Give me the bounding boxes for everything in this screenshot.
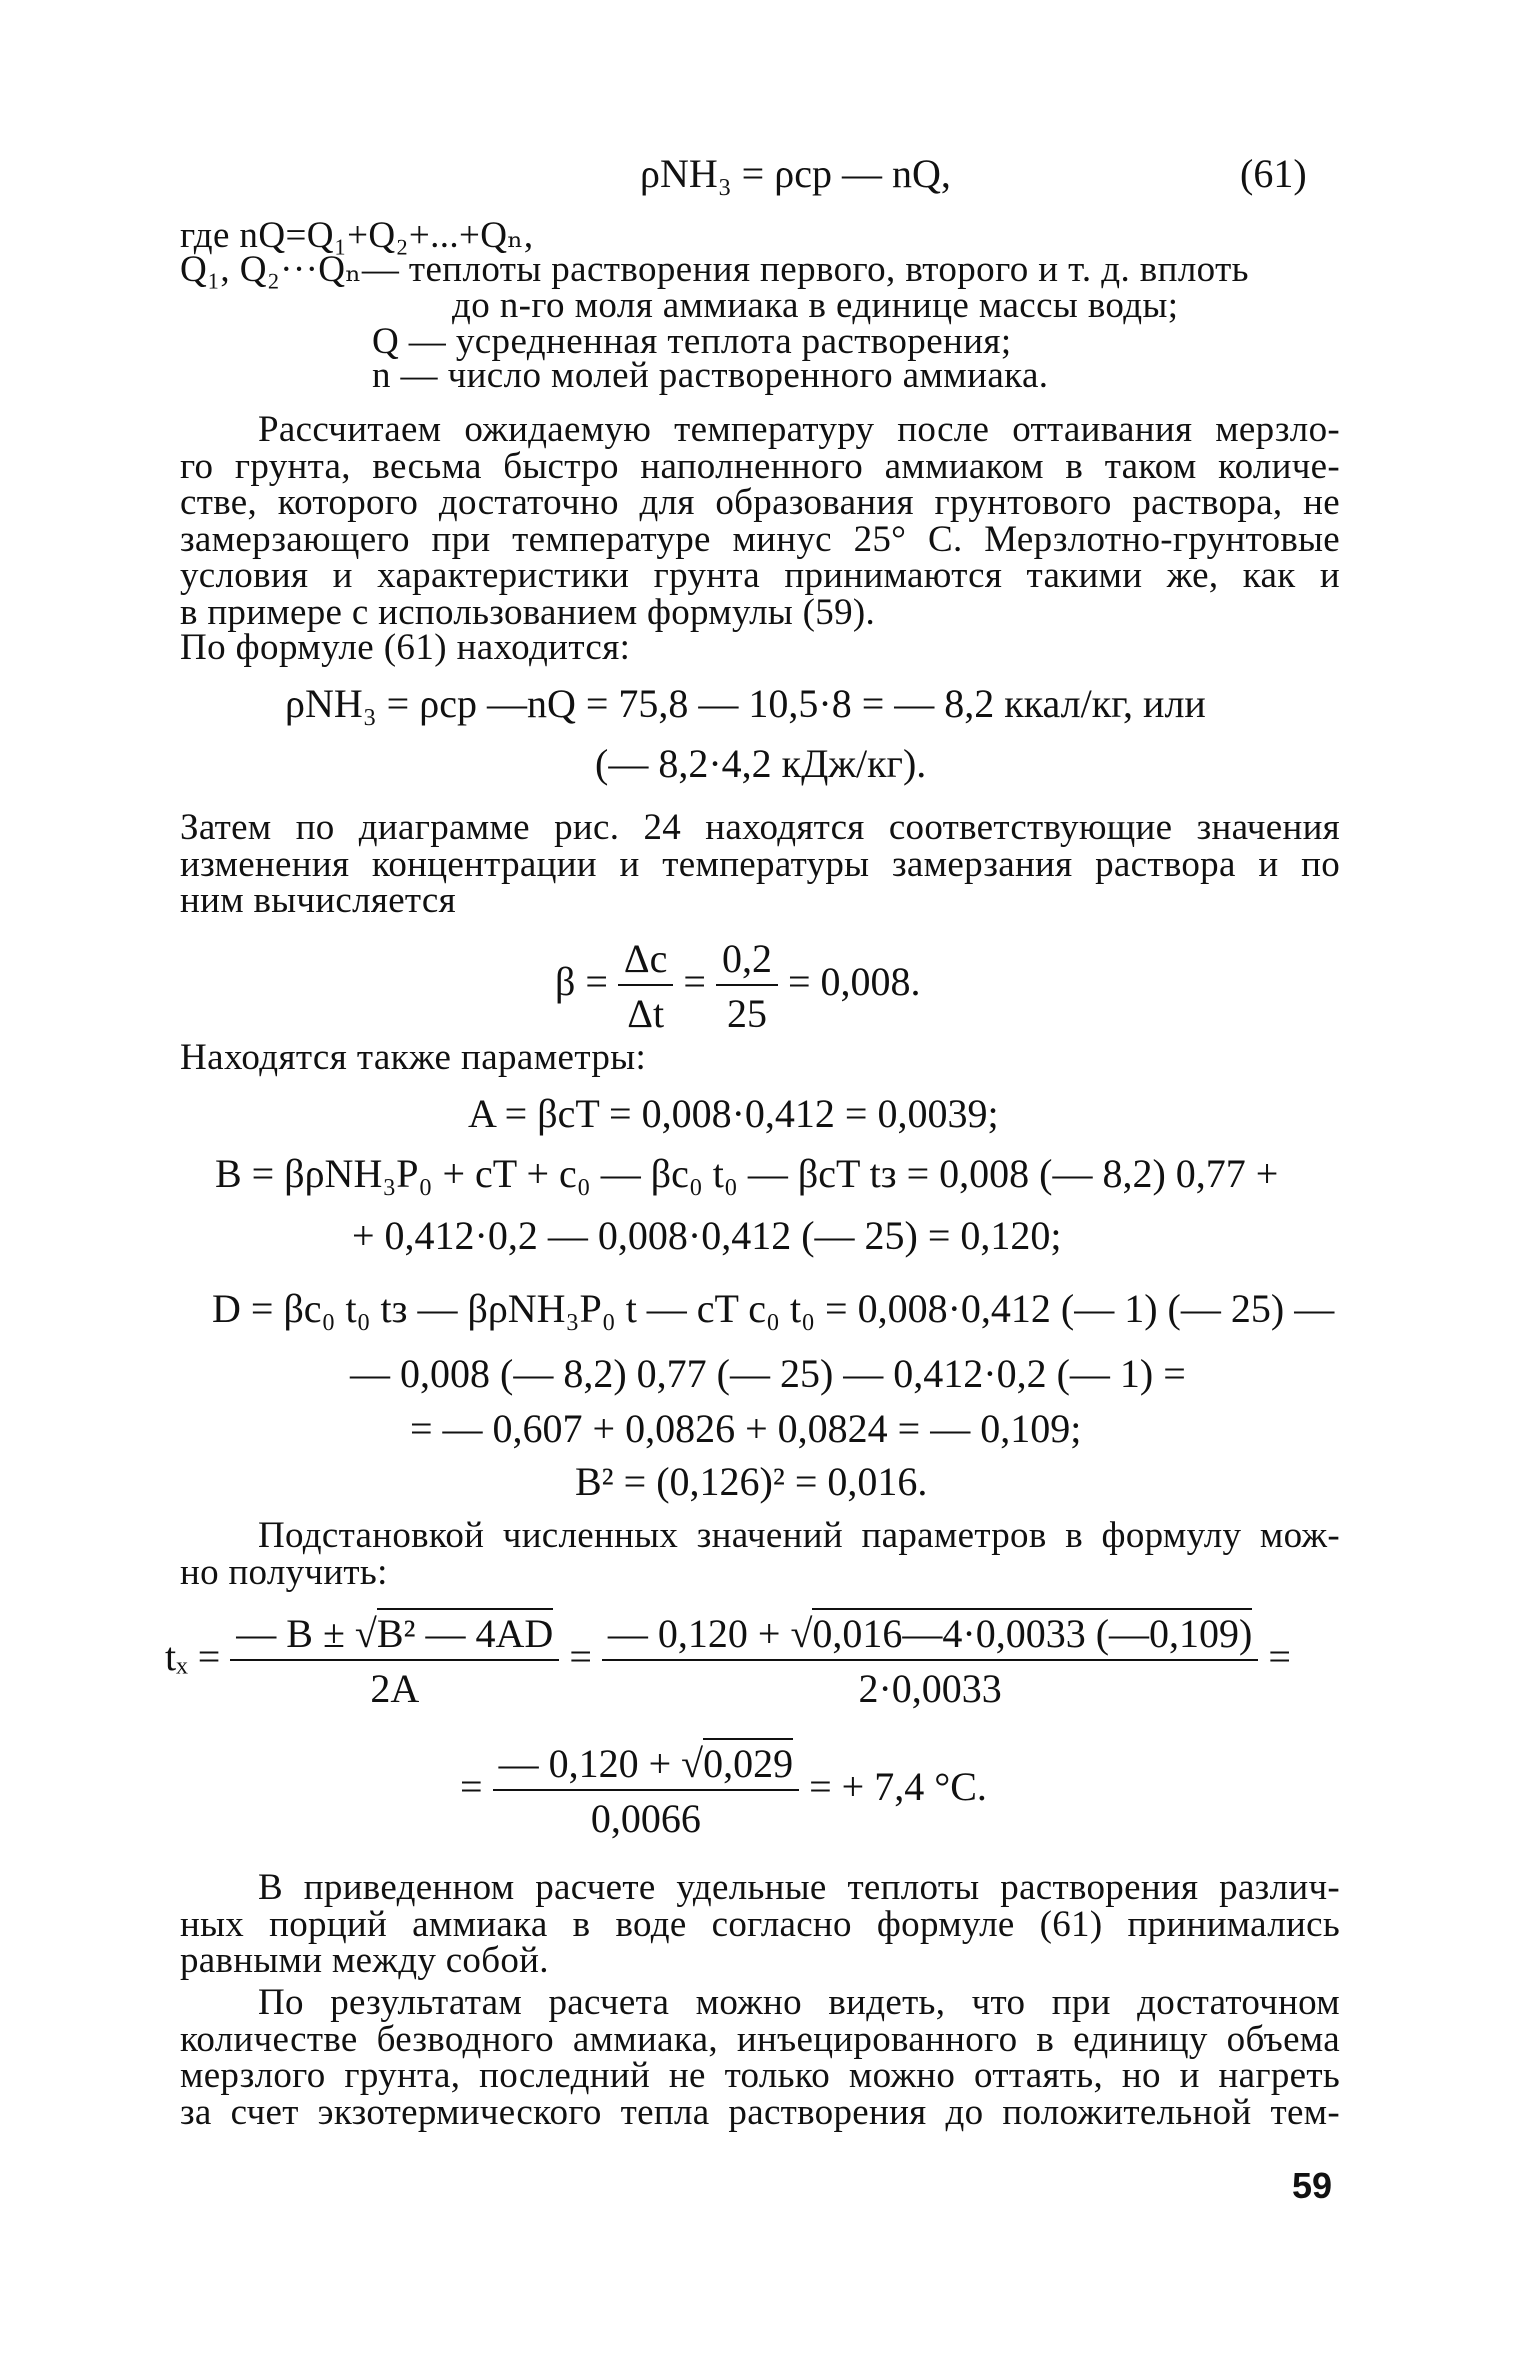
paragraph-3	[180, 807, 1340, 921]
paragraph-line: Подстановкой численных значений параметров в формулу мож-	[258, 1515, 1340, 1556]
equation-A: A = βcT = 0,008·0,412 = 0,0039;	[468, 1091, 999, 1136]
equation-beta	[555, 935, 921, 1037]
numerator-part: — 0,120 +	[498, 1741, 672, 1786]
numerator-part: — 0,120 +	[607, 1611, 781, 1656]
paragraph-5	[180, 1515, 1340, 1593]
paragraph-line: Затем по диаграмме рис. 24 находятся соответствующие значения	[180, 807, 1340, 848]
fraction-numerator: — B ± √B² — 4AD	[230, 1610, 559, 1661]
tx-result: = + 7,4 °C.	[809, 1764, 987, 1810]
sqrt-radicand: 0,029	[703, 1738, 793, 1786]
equation-61: ρNH₃ = ρср — nQ,	[640, 151, 951, 196]
paragraph-line: По результатам расчета можно видеть, что при достаточном	[258, 1982, 1340, 2023]
paragraph-line: ных порций аммиака в воде согласно формуле (61) принимались	[180, 1903, 1340, 1945]
beta-rhs: = 0,008.	[787, 959, 921, 1005]
paragraph-line: количестве безводного аммиака, инъецированного в единицу объема	[180, 2018, 1340, 2060]
equation-rho-value: ρNH₃ = ρср —nQ = 75,8 — 10,5·8 = — 8,2 ккал/кг, или	[285, 681, 1206, 726]
fraction-values	[716, 935, 778, 1037]
fraction-denominator: 0,0066	[590, 1796, 701, 1841]
paragraph-line: Рассчитаем ожидаемую температуру после оттаивания мерзло-	[258, 409, 1340, 450]
paragraph-line: замерзающего при температуре минус 25° С. Мерзлотно-грунтовые	[180, 518, 1340, 560]
paragraph-line: условия и характеристики грунта принимаются такими же, как и	[180, 555, 1340, 596]
fraction-denominator: 2A	[370, 1666, 420, 1711]
fraction-general	[230, 1610, 559, 1712]
equation-D-line-1: D = βc₀ t₀ tз — βρNH₃P₀ t — cT c₀ t₀ = 0,008·0,412 (— 1) (— 25) —	[212, 1286, 1335, 1331]
equation-rho-kj: (— 8,2·4,2 кДж/кг).	[595, 741, 927, 786]
paragraph-line: го грунта, весьма быстро наполненного аммиаком в таком количе-	[180, 445, 1340, 487]
equation-tx-line-2	[460, 1740, 987, 1842]
fraction-denominator: Δt	[627, 991, 665, 1036]
paragraph-line: В приведенном расчете удельные теплоты растворения различ-	[258, 1867, 1340, 1908]
equation-B-line-1: B = βρNH₃P₀ + cT + c₀ — βc₀ t₀ — βcT tз = 0,008 (— 8,2) 0,77 +	[215, 1151, 1279, 1196]
sqrt-radicand: 0,016—4·0,0033 (—0,109)	[812, 1608, 1252, 1656]
paragraph-line: равными между собой.	[180, 1940, 549, 1981]
page-number: 59	[1292, 2165, 1333, 2206]
where-line-4: n — число молей растворенного аммиака.	[372, 355, 1049, 396]
paragraph-1	[180, 409, 1340, 633]
equation-D-line-2: — 0,008 (— 8,2) 0,77 (— 25) — 0,412·0,2 (— 1) =	[350, 1351, 1186, 1396]
equals-sign: =	[460, 1764, 483, 1810]
paragraph-line: за счет экзотермического тепла растворения до положительной тем-	[180, 2091, 1340, 2133]
paragraph-6	[180, 1867, 1340, 1981]
equation-number-61: (61)	[1240, 151, 1307, 196]
fraction-dc-dt	[618, 935, 673, 1037]
paragraph-line: но получить:	[180, 1551, 388, 1593]
paragraph-7	[180, 1982, 1340, 2133]
paragraph-line: ним вычисляется	[180, 880, 456, 921]
equals-sign: =	[1268, 1634, 1291, 1680]
fraction-numeric	[602, 1610, 1258, 1712]
paragraph-4: Находятся также параметры:	[180, 1037, 647, 1078]
fraction-numerator: 0,2	[716, 935, 778, 986]
equals-sign: =	[569, 1634, 592, 1680]
where-line-3: Q — усредненная теплота растворения;	[372, 321, 1012, 362]
equation-tx-line-1	[165, 1610, 1291, 1712]
where-line-2a: Q₁, Q₂···Qₙ— теплоты растворения первого, второго и т. д. вплоть	[180, 249, 1249, 290]
tx-lhs: tₓ =	[165, 1634, 221, 1680]
paragraph-line: мерзлого грунта, последний не только можно оттаять, но и нагреть	[180, 2055, 1340, 2096]
fraction-numerator: Δc	[618, 935, 673, 986]
equation-B-line-2: + 0,412·0,2 — 0,008·0,412 (— 25) = 0,120;	[352, 1213, 1062, 1258]
fraction-denominator: 25	[726, 991, 767, 1036]
equation-B-squared: B² = (0,126)² = 0,016.	[575, 1459, 928, 1504]
fraction-numerator: — 0,120 + √0,029	[493, 1740, 800, 1791]
fraction-denominator: 2·0,0033	[858, 1666, 1002, 1711]
paragraph-line: изменения концентрации и температуры замерзания раствора и по	[180, 843, 1340, 885]
fraction-result	[493, 1740, 800, 1842]
paragraph-line: стве, которого достаточно для образования грунтового раствора, не	[180, 482, 1340, 523]
sqrt-radicand: B² — 4AD	[377, 1608, 553, 1656]
equation-D-line-3: = — 0,607 + 0,0826 + 0,0824 = — 0,109;	[410, 1406, 1082, 1451]
paragraph-line: в примере с использованием формулы (59).	[180, 591, 876, 633]
fraction-numerator: — 0,120 + √0,016—4·0,0033 (—0,109)	[602, 1610, 1258, 1661]
equals-sign: =	[683, 959, 706, 1005]
paragraph-2: По формуле (61) находится:	[180, 627, 631, 668]
where-line-1: где nQ=Q₁+Q₂+...+Qₙ,	[180, 215, 534, 256]
numerator-part: — B ±	[236, 1611, 345, 1656]
beta-lhs: β =	[555, 959, 608, 1005]
where-line-2b: до n-го моля аммиака в единице массы воды;	[452, 285, 1179, 326]
